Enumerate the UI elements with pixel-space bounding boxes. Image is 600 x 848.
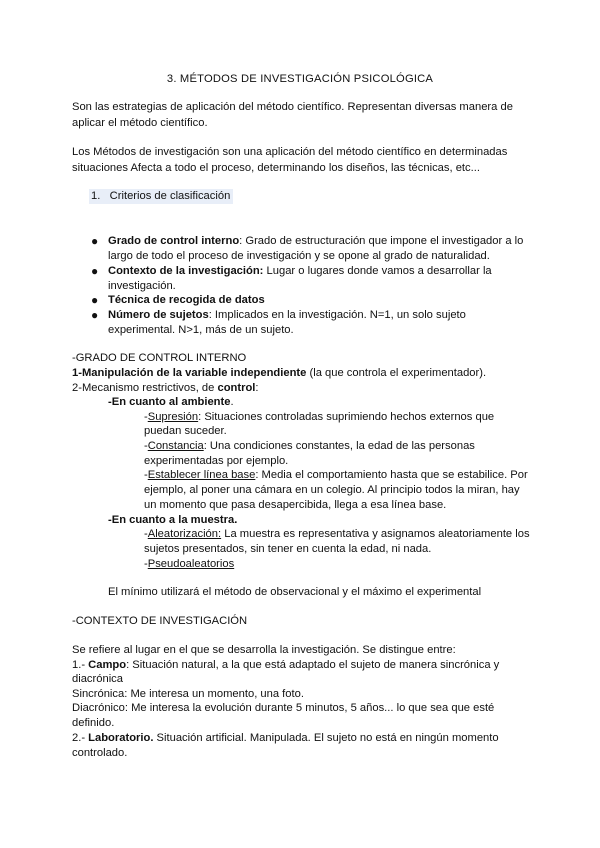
contexto-campo-cont: diacrónica — [72, 673, 123, 685]
list-item-term: Grado de control interno — [108, 235, 240, 247]
list-item-text: Lugar o lugares donde vamos a desarrollar la — [263, 265, 492, 277]
item-constancia — [144, 439, 475, 454]
bold-term: 1-Manipulación de la variable independiente — [72, 367, 307, 379]
list-item-text: : Grado de estructuración que impone el investigador a lo — [239, 235, 524, 247]
section-number: 1. — [91, 190, 101, 202]
contexto-laboratorio — [72, 731, 499, 746]
item-pseudoaleatorios — [144, 557, 234, 572]
item-constancia-cont: experimentadas por ejemplo. — [144, 455, 289, 467]
bullet-icon: ● — [91, 234, 99, 248]
list-item-text-cont: investigación. — [108, 280, 176, 292]
intro-paragraph-1-line-2: aplicar el método científico. — [72, 117, 208, 129]
list-item-tecnica — [108, 293, 265, 308]
section-heading-control: -GRADO DE CONTROL INTERNO — [72, 352, 247, 364]
item-linea-base — [144, 468, 528, 483]
list-item-term: Técnica de recogida de datos — [108, 294, 265, 306]
section-heading-contexto: -CONTEXTO DE INVESTIGACIÓN — [72, 615, 248, 627]
subheading-ambiente — [108, 395, 234, 410]
list-item-contexto — [108, 264, 492, 279]
page-title: 3. MÉTODOS DE INVESTIGACIÓN PSICOLÓGICA — [166, 73, 434, 85]
control-line-2 — [72, 381, 259, 396]
text: . — [230, 396, 234, 408]
bullet-icon: ● — [91, 293, 99, 307]
text: : Situaciones controladas suprimiendo hechos externos que — [198, 411, 495, 423]
bold-term: control — [217, 382, 256, 394]
text: Situación artificial. Manipulada. El sujeto no está en ningún momento — [153, 732, 499, 744]
list-item-numero-sujetos — [108, 308, 466, 323]
text: 2.- — [72, 732, 89, 744]
intro-paragraph-2-line-2: situaciones Afecta a todo el proceso, determinando los diseños, las técnicas, etc... — [72, 162, 480, 174]
bold-term: Campo — [88, 659, 127, 671]
text: : — [255, 382, 259, 394]
dash: - — [144, 440, 148, 452]
text: : Una condiciones constantes, la edad de las personas — [203, 440, 475, 452]
bold-term: Laboratorio. — [88, 732, 154, 744]
text: : Situación natural, a la que está adaptado el sujeto de manera sincrónica y — [126, 659, 500, 671]
intro-paragraph-1-line-1: Son las estrategias de aplicación del método científico. Representan diversas manera de — [72, 101, 513, 113]
bold-term: -En cuanto a la muestra. — [108, 514, 238, 526]
item-supresion-cont: puedan suceder. — [144, 425, 227, 437]
underlined-term: Establecer línea base — [147, 469, 256, 481]
dash: - — [144, 558, 148, 570]
list-item-term: Número de sujetos — [108, 309, 209, 321]
contexto-sincronica: Sincrónica: Me interesa un momento, una foto. — [72, 688, 304, 700]
bullet-icon: ● — [91, 264, 99, 278]
list-item-text-cont: experimental. N>1, más de un sujeto. — [108, 324, 294, 336]
item-aleatorizacion-cont: sujetos presentados, sin tener en cuenta la edad, ni nada. — [144, 543, 432, 555]
item-aleatorizacion — [144, 527, 530, 542]
item-linea-base-cont: ejemplo, al poner una cámara en un colegio. Al principio todos la miran, hay — [144, 484, 520, 496]
contexto-diacronica-cont: definido. — [72, 717, 115, 729]
contexto-intro: Se refiere al lugar en el que se desarrolla la investigación. Se distingue entre: — [72, 644, 456, 656]
list-item-text: : Implicados en la investigación. N=1, un solo sujeto — [208, 309, 466, 321]
text: : Media el comportamiento hasta que se estabilice. Por — [255, 469, 528, 481]
list-item-text-cont: largo de todo el proceso de investigación y se opone al grado de naturalidad. — [108, 250, 490, 262]
section-heading-criterios — [89, 189, 233, 204]
dash: - — [144, 411, 148, 423]
underlined-term: Supresión — [147, 411, 199, 423]
text: 2-Mecanismo restrictivos, de — [72, 382, 218, 394]
dash: - — [144, 528, 148, 540]
list-item-grado-control — [108, 234, 523, 249]
minimo-maximo-note: El mínimo utilizará el método de observacional y el máximo el experimental — [108, 586, 482, 598]
list-item-term: Contexto de la investigación: — [108, 265, 264, 277]
item-supresion — [144, 410, 494, 425]
text: La muestra es representativa y asignamos aleatoriamente los — [221, 528, 530, 540]
underlined-term: Pseudoaleatorios — [147, 558, 235, 570]
contexto-laboratorio-cont: controlado. — [72, 747, 128, 759]
contexto-diacronica: Diacrónico: Me interesa la evolución durante 5 minutos, 5 años... lo que sea que esté — [72, 702, 495, 714]
section-label: Criterios de clasificación — [109, 190, 231, 202]
text: 1.- — [72, 659, 89, 671]
dash: - — [144, 469, 148, 481]
subheading-muestra — [108, 513, 237, 528]
control-line-1 — [72, 366, 486, 381]
text: (la que controla el experimentador). — [306, 367, 487, 379]
underlined-term: Aleatorización: — [147, 528, 222, 540]
contexto-campo — [72, 658, 499, 673]
intro-paragraph-2-line-1: Los Métodos de investigación son una aplicación del método científico en determinadas — [72, 146, 508, 158]
bold-term: -En cuanto al ambiente — [108, 396, 231, 408]
bullet-icon: ● — [91, 308, 99, 322]
item-linea-base-cont: un momento que pasa desapercibida, llega a esa línea base. — [144, 499, 447, 511]
underlined-term: Constancia — [147, 440, 204, 452]
